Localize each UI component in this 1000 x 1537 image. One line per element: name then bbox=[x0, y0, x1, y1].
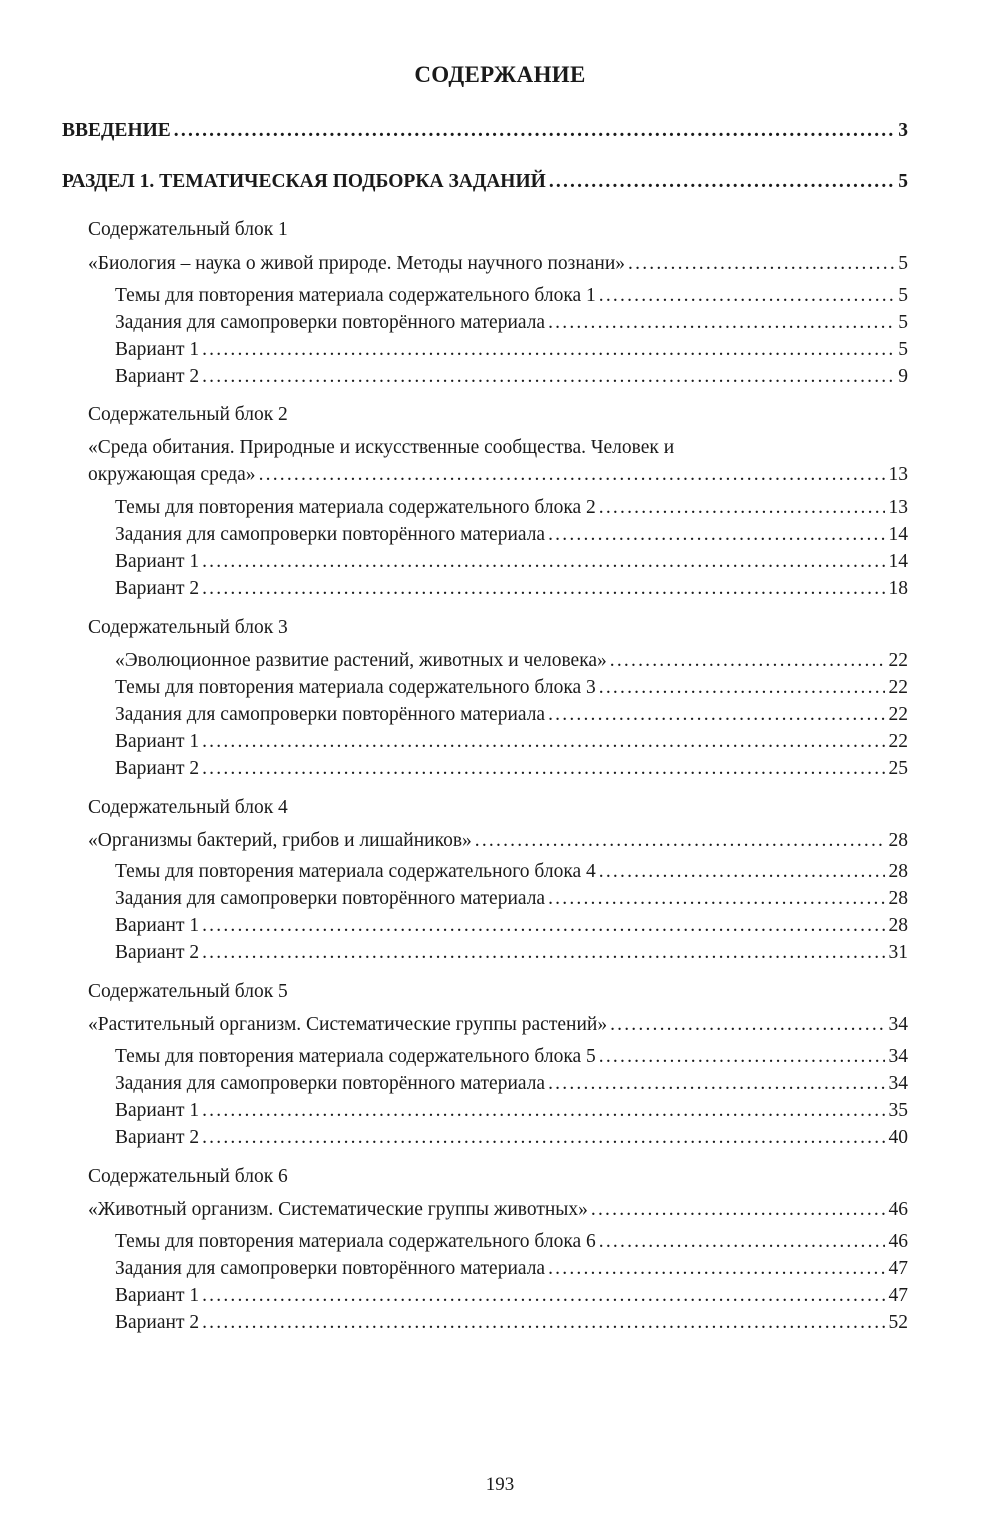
block-heading-4: Содержательный блок 4 bbox=[88, 797, 288, 818]
toc-page: 13 bbox=[888, 497, 908, 518]
toc-page: 46 bbox=[888, 1231, 908, 1252]
dot-leader bbox=[202, 1311, 884, 1335]
dot-leader bbox=[610, 649, 885, 673]
toc-page: 28 bbox=[888, 915, 908, 936]
dot-leader bbox=[548, 311, 894, 335]
toc-page: 18 bbox=[888, 578, 908, 599]
toc-entry-block-6-title[interactable] bbox=[88, 1198, 908, 1222]
toc-page: 9 bbox=[898, 366, 908, 387]
toc-entry-block-6-tasks[interactable] bbox=[115, 1257, 908, 1281]
dot-leader bbox=[599, 1045, 885, 1069]
toc-entry-block-6-variant-2[interactable] bbox=[115, 1311, 908, 1335]
dot-leader bbox=[549, 170, 894, 194]
toc-entry-block-3-tasks[interactable] bbox=[115, 703, 908, 727]
toc-entry-block-4-variant-1[interactable] bbox=[115, 914, 908, 938]
dot-leader bbox=[599, 676, 885, 700]
dot-leader bbox=[548, 703, 884, 727]
dot-leader bbox=[202, 338, 894, 362]
dot-leader bbox=[174, 119, 894, 143]
toc-entry-block-4-title[interactable] bbox=[88, 829, 908, 853]
dot-leader bbox=[202, 1126, 884, 1150]
toc-label: Темы для повторения материала содержательного блока 4 bbox=[115, 861, 596, 882]
dot-leader bbox=[202, 941, 884, 965]
dot-leader bbox=[628, 252, 894, 276]
toc-page: 22 bbox=[888, 731, 908, 752]
block-heading-1: Содержательный блок 1 bbox=[88, 219, 288, 240]
toc-page: 35 bbox=[888, 1100, 908, 1121]
toc-entry-block-1-topics[interactable] bbox=[115, 284, 908, 308]
toc-entry-block-5-title[interactable] bbox=[88, 1013, 908, 1037]
toc-entry-block-1-title[interactable] bbox=[88, 252, 908, 276]
toc-label: Вариант 1 bbox=[115, 551, 200, 572]
toc-label: Вариант 2 bbox=[115, 1127, 200, 1148]
page-title: СОДЕРЖАНИЕ bbox=[414, 62, 586, 87]
toc-entry-block-1-variant-2[interactable] bbox=[115, 365, 908, 389]
dot-leader bbox=[475, 829, 885, 853]
toc-page: 34 bbox=[888, 1014, 908, 1035]
toc-entry-block-1-tasks[interactable] bbox=[115, 311, 908, 335]
dot-leader bbox=[548, 523, 884, 547]
dot-leader bbox=[202, 365, 894, 389]
toc-page: 25 bbox=[888, 758, 908, 779]
block-heading-6: Содержательный блок 6 bbox=[88, 1166, 288, 1187]
toc-page: 34 bbox=[888, 1073, 908, 1094]
toc-label: Темы для повторения материала содержательного блока 6 bbox=[115, 1231, 596, 1252]
block-2-title-line-1: «Среда обитания. Природные и искусственные сообщества. Человек и bbox=[88, 437, 675, 458]
toc-label: «Растительный организм. Систематические группы растений» bbox=[88, 1014, 608, 1035]
toc-label: Темы для повторения материала содержательного блока 3 bbox=[115, 677, 596, 698]
toc-page: 34 bbox=[888, 1046, 908, 1067]
toc-entry-block-5-topics[interactable] bbox=[115, 1045, 908, 1069]
toc-label: Темы для повторения материала содержательного блока 5 bbox=[115, 1046, 596, 1067]
toc-page: 22 bbox=[888, 704, 908, 725]
toc-page: 28 bbox=[888, 830, 908, 851]
toc-entry-block-3-title[interactable] bbox=[115, 649, 908, 673]
dot-leader bbox=[548, 1072, 884, 1096]
toc-label: Вариант 2 bbox=[115, 758, 200, 779]
toc-entry-block-5-tasks[interactable] bbox=[115, 1072, 908, 1096]
page-number: 193 bbox=[485, 1474, 515, 1495]
toc-label: Задания для самопроверки повторённого материала bbox=[115, 1073, 546, 1094]
toc-label: Вариант 1 bbox=[115, 731, 200, 752]
toc-page: 5 bbox=[898, 171, 908, 192]
dot-leader bbox=[202, 550, 884, 574]
toc-label: Вариант 2 bbox=[115, 942, 200, 963]
toc-entry-block-4-tasks[interactable] bbox=[115, 887, 908, 911]
dot-leader bbox=[202, 1099, 884, 1123]
toc-entry-block-3-variant-2[interactable] bbox=[115, 757, 908, 781]
toc-entry-section-1[interactable] bbox=[62, 170, 908, 194]
toc-page: 47 bbox=[888, 1285, 908, 1306]
toc-entry-introduction[interactable] bbox=[62, 119, 908, 143]
dot-leader bbox=[548, 887, 884, 911]
toc-label: Задания для самопроверки повторённого материала bbox=[115, 704, 546, 725]
toc-entry-block-2-topics[interactable] bbox=[115, 496, 908, 520]
toc-page: 22 bbox=[888, 677, 908, 698]
toc-label: Задания для самопроверки повторённого материала bbox=[115, 524, 546, 545]
toc-page: 5 bbox=[898, 285, 908, 306]
toc-label: Вариант 1 bbox=[115, 1285, 200, 1306]
dot-leader bbox=[259, 463, 885, 487]
toc-label: Задания для самопроверки повторённого материала bbox=[115, 888, 546, 909]
toc-page: 14 bbox=[888, 551, 908, 572]
toc-page: 5 bbox=[898, 339, 908, 360]
toc-entry-block-4-topics[interactable] bbox=[115, 860, 908, 884]
toc-entry-block-6-variant-1[interactable] bbox=[115, 1284, 908, 1308]
toc-page: 5 bbox=[898, 312, 908, 333]
toc-label: Вариант 1 bbox=[115, 915, 200, 936]
toc-label: Вариант 2 bbox=[115, 366, 200, 387]
toc-entry-block-3-variant-1[interactable] bbox=[115, 730, 908, 754]
toc-label: «Организмы бактерий, грибов и лишайников» bbox=[88, 830, 472, 851]
toc-entry-block-2-title[interactable] bbox=[88, 463, 908, 487]
toc-label: «Эволюционное развитие растений, животных и человека» bbox=[115, 650, 607, 671]
toc-label: Темы для повторения материала содержательного блока 1 bbox=[115, 285, 596, 306]
toc-entry-block-2-variant-2[interactable] bbox=[115, 577, 908, 601]
dot-leader bbox=[202, 577, 884, 601]
toc-entry-block-6-topics[interactable] bbox=[115, 1230, 908, 1254]
toc-label: «Животный организм. Систематические группы животных» bbox=[88, 1199, 588, 1220]
toc-entry-block-2-variant-1[interactable] bbox=[115, 550, 908, 574]
toc-label: «Биология – наука о живой природе. Методы научного познани» bbox=[88, 253, 626, 274]
toc-entry-block-2-tasks[interactable] bbox=[115, 523, 908, 547]
dot-leader bbox=[599, 860, 885, 884]
toc-entry-block-1-variant-1[interactable] bbox=[115, 338, 908, 362]
dot-leader bbox=[548, 1257, 884, 1281]
dot-leader bbox=[599, 284, 894, 308]
dot-leader bbox=[202, 757, 884, 781]
toc-label: окружающая среда» bbox=[88, 464, 256, 485]
toc-page: 47 bbox=[888, 1258, 908, 1279]
toc-page: 46 bbox=[888, 1199, 908, 1220]
toc-label: Вариант 2 bbox=[115, 1312, 200, 1333]
block-heading-5: Содержательный блок 5 bbox=[88, 981, 288, 1002]
dot-leader bbox=[202, 914, 884, 938]
toc-label: Вариант 1 bbox=[115, 339, 200, 360]
dot-leader bbox=[599, 1230, 885, 1254]
dot-leader bbox=[610, 1013, 884, 1037]
toc-label: РАЗДЕЛ 1. ТЕМАТИЧЕСКАЯ ПОДБОРКА ЗАДАНИЙ bbox=[62, 171, 546, 192]
dot-leader bbox=[599, 496, 885, 520]
toc-page: 22 bbox=[888, 650, 908, 671]
block-heading-3: Содержательный блок 3 bbox=[88, 617, 288, 638]
dot-leader bbox=[591, 1198, 885, 1222]
dot-leader bbox=[202, 730, 884, 754]
toc-page: 40 bbox=[888, 1127, 908, 1148]
toc-entry-block-4-variant-2[interactable] bbox=[115, 941, 908, 965]
toc-page: 28 bbox=[888, 861, 908, 882]
toc-entry-block-5-variant-1[interactable] bbox=[115, 1099, 908, 1123]
toc-label: ВВЕДЕНИЕ bbox=[62, 120, 171, 141]
block-heading-2: Содержательный блок 2 bbox=[88, 404, 288, 425]
toc-page: 28 bbox=[888, 888, 908, 909]
toc-label: Вариант 1 bbox=[115, 1100, 200, 1121]
toc-page: 31 bbox=[888, 942, 908, 963]
toc-entry-block-3-topics[interactable] bbox=[115, 676, 908, 700]
toc-label: Вариант 2 bbox=[115, 578, 200, 599]
toc-label: Задания для самопроверки повторённого материала bbox=[115, 312, 546, 333]
toc-page: 5 bbox=[898, 253, 908, 274]
toc-page: 3 bbox=[898, 120, 908, 141]
toc-entry-block-5-variant-2[interactable] bbox=[115, 1126, 908, 1150]
toc-page: 14 bbox=[888, 524, 908, 545]
toc-label: Задания для самопроверки повторённого материала bbox=[115, 1258, 546, 1279]
dot-leader bbox=[202, 1284, 884, 1308]
toc-label: Темы для повторения материала содержательного блока 2 bbox=[115, 497, 596, 518]
toc-page: 13 bbox=[888, 464, 908, 485]
toc-page: 52 bbox=[888, 1312, 908, 1333]
